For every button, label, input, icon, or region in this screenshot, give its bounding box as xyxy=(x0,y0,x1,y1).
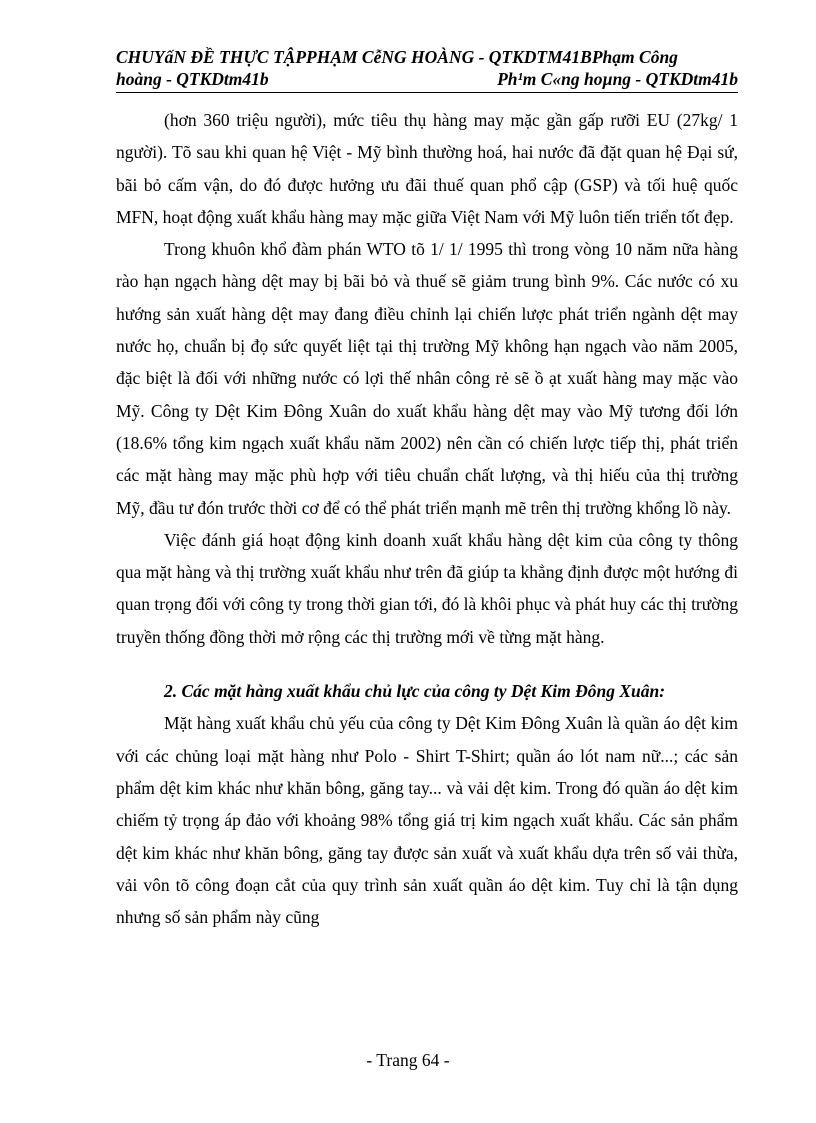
section-paragraph: Mặt hàng xuất khẩu chủ yếu của công ty Dệt Kim Đông Xuân là quần áo dệt kim với các chủng loại mặt hàng như Polo - Shirt T-Shirt; quần áo lót nam nữ...; các sản phẩm dệt kim khác như khăn bông, găng tay... và vải dệt kim. Trong đó quần áo dệt kim chiếm tỷ trọng áp đảo với khoảng 98% tổng giá trị kim ngạch xuất khẩu. Các sản phẩm dệt kim khác như khăn bông, găng tay được sản xuất và xuất khẩu dựa trên số vải thừa, vải vôn tõ công đoạn cắt của quy trình sản xuất quần áo dệt kim. Tuy chỉ là tận dụng nhưng số sản phẩm này cũng xyxy=(116,713,738,928)
paragraph-2: Trong khuôn khổ đàm phán WTO tõ 1/ 1/ 1995 thì trong vòng 10 năm nữa hàng rào hạn ngạch hàng dệt may bị bãi bỏ và thuế sẽ giảm trung bình 9%. Các nước có xu hướng sản xuất hàng dệt may đang điều chỉnh lại chiến lược phát triển ngành dệt may nước họ, chuẩn bị đọ sức quyết liệt tại thị trường Mỹ không hạn ngạch vào năm 2005, đặc biệt là đối với những nước có lợi thế nhân công rẻ sẽ ồ ạt xuất hàng may mặc vào Mỹ. Công ty Dệt Kim Đông Xuân do xuất khẩu hàng dệt may vào Mỹ tương đối lớn (18.6% tổng kim ngạch xuất khẩu năm 2002) nên cần có chiến lược tiếp thị, phát triển các mặt hàng may mặc phù hợp với tiêu chuẩn chất lượng, và thị hiếu của thị trường Mỹ, đầu tư đón trước thời cơ để có thể phát triển mạnh mẽ trên thị trường khổng lồ này. xyxy=(116,239,738,518)
header-line-1: CHUYấN ĐỀ THỰC TẬPPHẠM CễNG HOÀNG - QTKDTM41BPhạm Công xyxy=(116,47,678,67)
page-number: - Trang 64 - xyxy=(366,1050,450,1070)
header-line-2-right: Ph¹m C«ng hoµng - QTKDtm41b xyxy=(497,69,738,89)
section-heading: 2. Các mặt hàng xuất khẩu chủ lực của công ty Dệt Kim Đông Xuân: xyxy=(164,681,666,702)
paragraph-1: (hơn 360 triệu người), mức tiêu thụ hàng may mặc gần gấp rưỡi EU (27kg/ 1 người). Tõ sau khi quan hệ Việt - Mỹ bình thường hoá, hai nước đã đặt quan hệ Đại sứ, bãi bỏ cấm vận, do đó được hưởng ưu đãi thuế quan phổ cập (GSP) và tối huệ quốc MFN, hoạt động xuất khẩu hàng may mặc giữa Việt Nam với Mỹ luôn tiến triển tốt đẹp. xyxy=(116,110,738,227)
body-text xyxy=(116,104,738,933)
header-line-2-left: hoàng - QTKDtm41b xyxy=(116,69,269,89)
running-header xyxy=(116,46,738,93)
header-line-2 xyxy=(116,68,738,90)
paragraph-3: Việc đánh giá hoạt động kinh doanh xuất khẩu hàng dệt kim của công ty thông qua mặt hàng và thị trường xuất khẩu như trên đã giúp ta khẳng định được một hướng đi quan trọng đối với công ty trong thời gian tới, đó là khôi phục và phát huy các thị trường truyền thống đồng thời mở rộng các thị trường mới về từng mặt hàng. xyxy=(116,529,738,647)
